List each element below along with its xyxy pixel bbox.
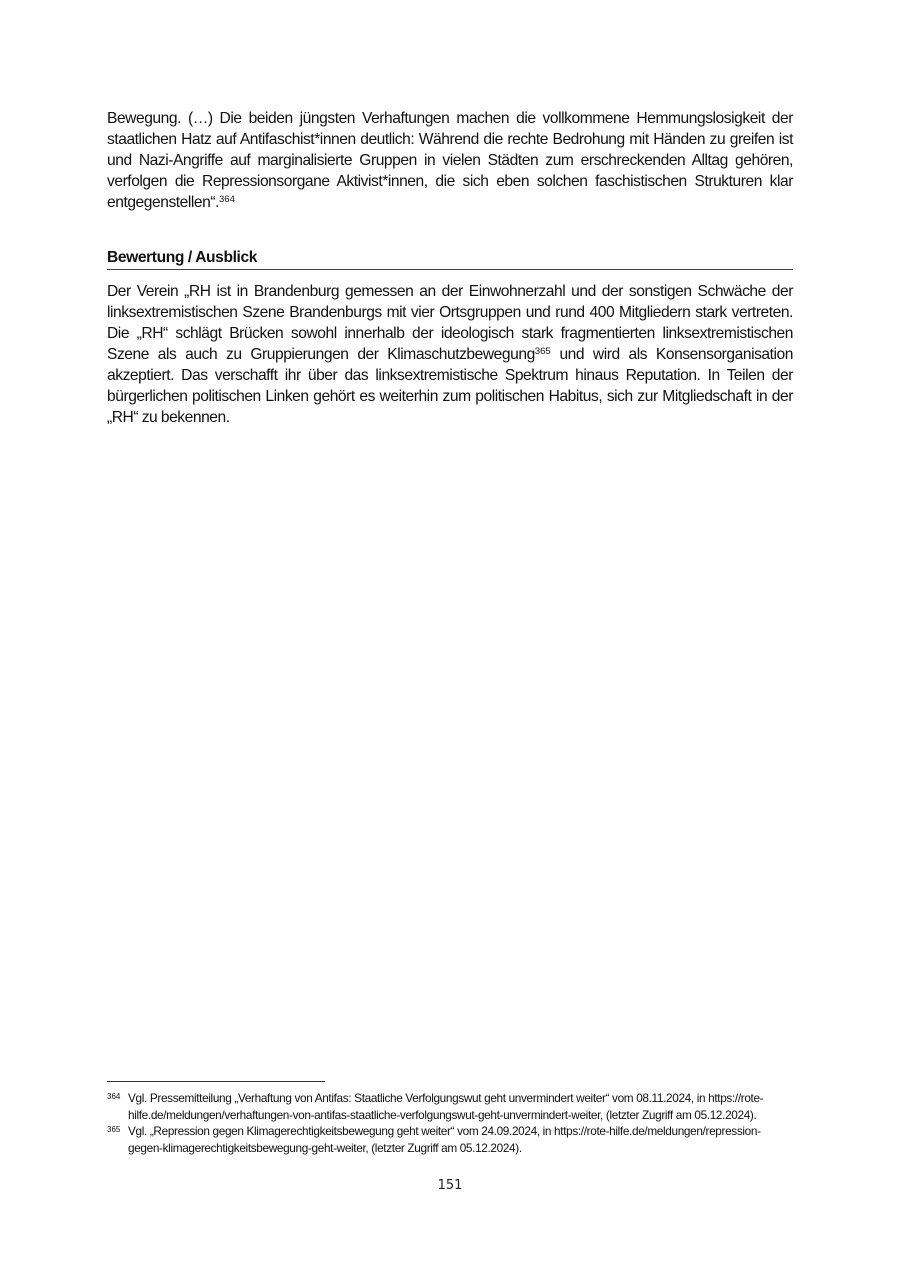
footnote-ref-365[interactable]: 365 (534, 346, 551, 357)
footnote-364 (107, 1090, 793, 1123)
paragraph-text-b: und wird als Konsensorganisation akzeptiert. Das verschafft ihr über das linksextremistische Spektrum hinaus Reputation. In Teilen der bürgerlichen politischen Linken gehört es weiterhin zum politischen Habitus, sich zur Mitgliedschaft in der „RH“ zu bekennen. (107, 346, 793, 426)
paragraph-text: Bewegung. (…) Die beiden jüngsten Verhaftungen machen die vollkommene Hemmungslosigkeit der staatlichen Hatz auf Antifaschist*innen deutlich: Während die rechte Bedrohung mit Händen zu greifen ist und Nazi-Angriffe auf marginalisierte Gruppen in vielen Städten zum erschreckenden Alltag gehören, verfolgen die Repressionsorgane Aktivist*innen, die sich eben solchen faschistischen Strukturen klar entgegenstellen“. (107, 110, 793, 211)
section-heading: Bewertung / Ausblick (107, 248, 793, 270)
paragraph-text-a: Der Verein „RH ist in Brandenburg gemessen an der Einwohnerzahl und der sonstigen Schwäche der linksextremistischen Szene Brandenburgs mit vier Ortsgruppen und rund 400 Mitgliedern stark vertreten. Die „RH“ schlägt Brücken sowohl innerhalb der ideologisch stark fragmentierten linksextremistischen Szene als auch zu Gruppierungen der Klimaschutzbewegung (107, 283, 793, 363)
page-number: 151 (437, 1178, 463, 1193)
footnote-text: Vgl. Pressemitteilung „Verhaftung von Antifas: Staatliche Verfolgungswut geht unvermindert weiter“ vom 08.11.2024, in https://rote-hilfe.de/meldungen/verhaftungen-von-antifas-staatliche-verfolgungswut-geht-unvermindert-weiter, (letzter Zugriff am 05.12.2024). (128, 1091, 764, 1122)
footnote-ref-364[interactable]: 364 (219, 194, 235, 205)
paragraph-assessment (107, 281, 793, 428)
paragraph-quote-end (107, 108, 793, 213)
footnote-text: Vgl. „Repression gegen Klimagerechtigkeitsbewegung geht weiter“ vom 24.09.2024, in https://rote-hilfe.de/meldungen/repression-gegen-klimagerechtigkeitsbewegung-geht-weiter, (letzter Zugriff am 05.12.2024). (128, 1124, 761, 1155)
footnote-number: 365 (107, 1125, 121, 1134)
footnotes (107, 1090, 793, 1156)
footnote-number: 364 (107, 1092, 121, 1101)
footnote-365 (107, 1123, 793, 1156)
footnote-separator (107, 1081, 325, 1082)
